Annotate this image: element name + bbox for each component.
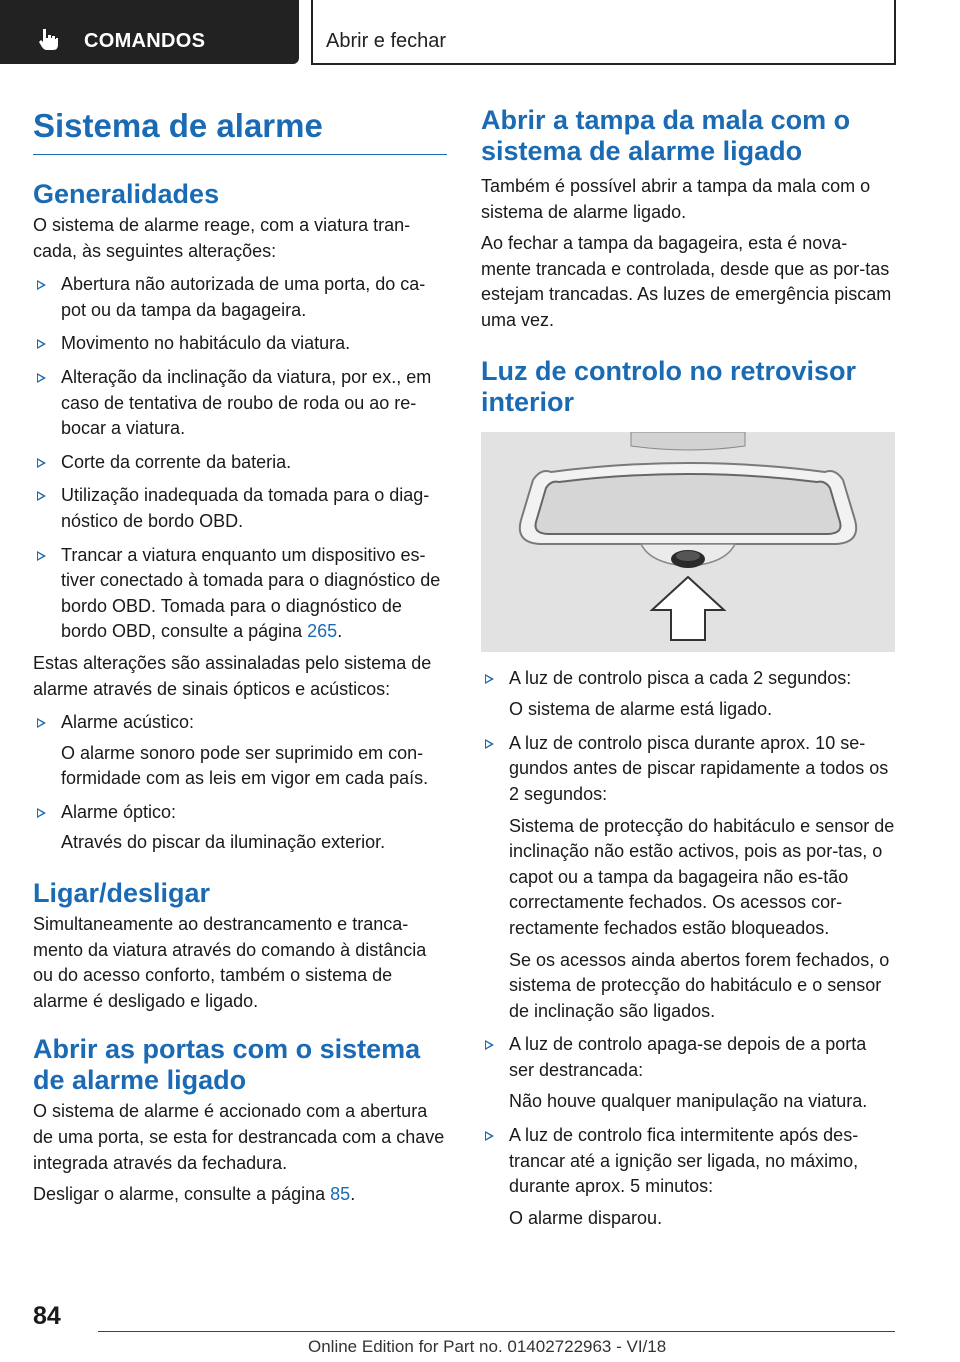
list-item: A luz de controlo pisca durante aprox. 10 se-gundos antes de piscar rapidamente a todos os 2 segundos:	[481, 731, 895, 808]
list-item: Alarme óptico:	[33, 800, 447, 826]
paragraph: O sistema de alarme reage, com a viatura tran-cada, às seguintes alterações:	[33, 215, 411, 261]
list-item: A luz de controlo pisca a cada 2 segundos:	[481, 666, 895, 692]
bullet-triangle-icon	[37, 491, 46, 501]
list-item-desc: Através do piscar da iluminação exterior.	[61, 832, 386, 853]
section-label: COMANDOS	[84, 30, 206, 52]
list-item: Alteração da inclinação da viatura, por ex., em caso de tentativa de roubo de roda ou ao re-bocar a viatura.	[33, 365, 447, 442]
list-item-desc: O alarme disparou.	[509, 1207, 663, 1228]
paragraph: Também é possível abrir a tampa da mala com o sistema de alarme ligado.	[481, 176, 871, 222]
list-item-desc: O alarme sonoro pode ser suprimido em con-formidade com as leis em vigor em cada país.	[61, 742, 429, 789]
chapter-title: Abrir e fechar	[326, 30, 447, 52]
bullet-triangle-icon	[37, 280, 46, 290]
list-item: A luz de controlo apaga-se depois de a porta ser destrancada:	[481, 1032, 895, 1083]
bullet-triangle-icon	[37, 458, 46, 468]
footer-rule	[98, 1331, 895, 1332]
bullet-triangle-icon	[37, 373, 46, 383]
bullet-triangle-icon	[37, 718, 46, 728]
list-item-desc: O sistema de alarme está ligado.	[509, 699, 773, 720]
bullet-triangle-icon	[485, 739, 494, 749]
paragraph: Ao fechar a tampa da bagageira, esta é nova-mente trancada e controlada, desde que as por-tas estejam trancadas. As luzes de emergência piscam uma vez.	[481, 233, 892, 330]
bullet-triangle-icon	[37, 808, 46, 818]
list-item-desc: Se os acessos ainda abertos forem fechados, o sistema de protecção do habitáculo e o sensor de inclinação são ligados.	[509, 949, 890, 1021]
title-rule	[33, 154, 447, 155]
left-column	[33, 100, 447, 1208]
heading-luz: Luz de controlo no retrovisor interior	[481, 355, 857, 417]
page-link-265[interactable]: 265	[307, 621, 338, 642]
page-link-85[interactable]: 85	[330, 1184, 351, 1205]
bullet-triangle-icon	[485, 674, 494, 684]
header-underline	[311, 63, 896, 65]
paragraph: Desligar o alarme, consulte a página 85.	[33, 1184, 356, 1205]
heading-portas: Abrir as portas com o sistema de alarme ligado	[33, 1034, 421, 1096]
heading-mala: Abrir a tampa da mala com o sistema de alarme ligado	[481, 105, 851, 166]
right-column	[481, 100, 895, 1231]
page-header	[0, 0, 960, 66]
bullet-triangle-icon	[485, 1131, 494, 1141]
bullet-triangle-icon	[485, 1040, 494, 1050]
header-divider	[311, 0, 313, 64]
list-item: Alarme acústico:	[33, 710, 447, 736]
page-title: Sistema de alarme	[33, 107, 323, 144]
page-number: 84	[33, 1302, 61, 1330]
hand-pointer-icon	[38, 27, 60, 51]
mirror-illustration	[481, 432, 895, 652]
section-tab	[0, 0, 299, 64]
bullet-triangle-icon	[37, 339, 46, 349]
list-item: Movimento no habitáculo da viatura.	[33, 331, 447, 357]
heading-generalidades: Generalidades	[33, 179, 220, 209]
header-divider-right	[894, 0, 896, 65]
list-item-desc: Sistema de protecção do habitáculo e sensor de inclinação não estão activos, pois as por-tas, o capot ou a tampa da bagageira não es-tão correctamente fechados. Os acessos cor-rectamente fechados estão bloqueados.	[509, 815, 895, 938]
bullet-triangle-icon	[37, 551, 46, 561]
list-item: Corte da corrente da bateria.	[33, 450, 447, 476]
list-item: Trancar a viatura enquanto um dispositivo es-tiver conectado à tomada para o diagnóstico de bordo OBD. Tomada para o diagnóstico de bordo OBD, consulte a página 265.	[33, 543, 447, 645]
list-item: Abertura não autorizada de uma porta, do ca-pot ou da tampa da bagageira.	[33, 272, 447, 323]
heading-ligar: Ligar/desligar	[33, 878, 211, 909]
paragraph: Simultaneamente ao destrancamento e tranca-mento da viatura através do comando à distância ou do acesso conforto, também o sistema de alarme é desligado e ligado.	[33, 914, 427, 1011]
paragraph: O sistema de alarme é accionado com a abertura de uma porta, se esta for destrancada com a chave integrada através da fechadura.	[33, 1101, 445, 1173]
edition-note: Online Edition for Part no. 01402722963 - VI/18	[308, 1337, 667, 1356]
list-item: Utilização inadequada da tomada para o diag-nóstico de bordo OBD.	[33, 483, 447, 534]
list-item-desc: Não houve qualquer manipulação na viatura.	[509, 1091, 868, 1112]
list-item: A luz de controlo fica intermitente após des-trancar até a ignição ser ligada, no máximo, durante aprox. 5 minutos:	[481, 1123, 895, 1200]
rearview-mirror-icon	[481, 432, 895, 652]
paragraph: Estas alterações são assinaladas pelo sistema de alarme através de sinais ópticos e acústicos:	[33, 652, 432, 699]
